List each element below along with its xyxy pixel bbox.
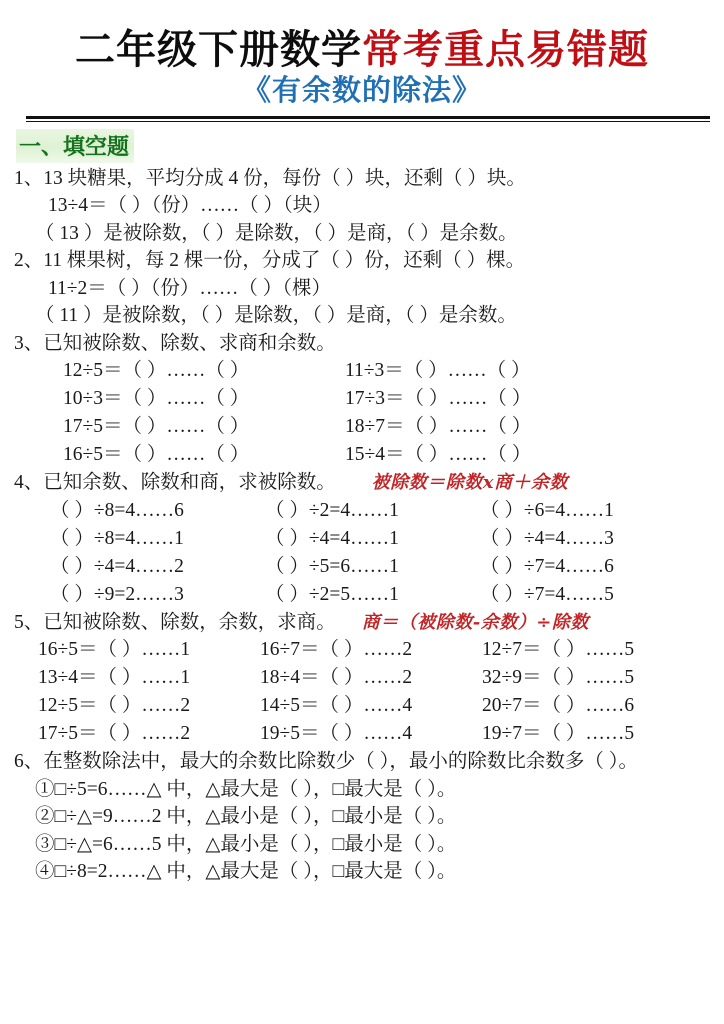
equation-cell: 19÷5＝（ ）……4 (260, 723, 413, 745)
equation-cell: （ ）÷5=6……1 (265, 555, 399, 577)
page-title-black-part: 二年级下册数学 (75, 26, 362, 73)
question-5-row (0, 636, 724, 664)
equation-cell: 12÷5＝（ ）……（ ） (63, 360, 250, 382)
equation-cell: 19÷7＝（ ）……5 (482, 723, 635, 745)
section-heading-wrapper (0, 122, 724, 165)
equation-cell: （ ）÷4=4……1 (265, 527, 399, 549)
question-3 (0, 330, 724, 470)
question-5-prompt: 5、已知被除数、除数，余数，求商。 (14, 611, 336, 633)
question-4-prompt: 4、已知余数、除数和商，求被除数。 (14, 472, 336, 494)
equation-cell: 18÷4＝（ ）……2 (260, 667, 413, 689)
question-1 (0, 165, 724, 248)
question-3-row (0, 441, 724, 469)
question-3-row (0, 385, 724, 413)
question-4 (0, 469, 724, 609)
question-6-item-2: ②□÷△=9……2 中，△最小是（ ），□最小是（ ）。 (35, 806, 457, 828)
question-2-line-3: （ 11 ）是被除数，（ ）是除数，（ ）是商，（ ）是余数。 (35, 305, 517, 327)
question-5-row (0, 664, 724, 692)
equation-cell: 15÷4＝（ ）……（ ） (345, 444, 532, 466)
equation-cell: 20÷7＝（ ）……6 (482, 695, 635, 717)
question-4-row (0, 581, 724, 609)
question-4-prompt-line (0, 469, 724, 497)
question-1-line-2: 13÷4＝（ ）（份）……（ ）（块） (48, 195, 332, 217)
question-5 (0, 609, 724, 749)
question-6 (0, 748, 724, 886)
equation-cell: 18÷7＝（ ）……（ ） (345, 416, 532, 438)
question-4-row (0, 497, 724, 525)
equation-cell: 17÷5＝（ ）……2 (38, 723, 191, 745)
equation-cell: 17÷5＝（ ）……（ ） (63, 416, 250, 438)
equation-cell: 16÷5＝（ ）……1 (38, 639, 191, 661)
equation-cell: （ ）÷2=4……1 (265, 499, 399, 521)
equation-cell: 17÷3＝（ ）……（ ） (345, 388, 532, 410)
question-4-formula-annotation: 被除数＝除数x商＋余数 (371, 472, 568, 494)
equation-cell: 16÷7＝（ ）……2 (260, 639, 413, 661)
equation-cell: （ ）÷7=4……6 (480, 555, 614, 577)
question-6-item-1: ①□÷5=6……△ 中，△最大是（ ），□最大是（ ）。 (35, 778, 457, 800)
section-heading-fill-in-blanks: 一、填空题 (16, 129, 134, 163)
question-2-line-2: 11÷2＝（ ）（份）……（ ）（棵） (48, 277, 331, 299)
equation-cell: （ ）÷8=4……1 (50, 527, 184, 549)
question-5-row (0, 720, 724, 748)
question-1-line-1: 1、13 块糖果，平均分成 4 份，每份（ ）块，还剩（ ）块。 (14, 167, 526, 189)
equation-cell: 14÷5＝（ ）……4 (260, 695, 413, 717)
question-4-row (0, 525, 724, 553)
page-subtitle: 《有余数的除法》 (241, 72, 482, 107)
question-1-line-3: （ 13 ）是被除数，（ ）是除数，（ ）是商，（ ）是余数。 (35, 222, 518, 244)
page-title (0, 0, 724, 73)
equation-cell: （ ）÷7=4……5 (480, 583, 614, 605)
question-5-formula-annotation: 商＝（被除数-余数）÷除数 (361, 611, 589, 633)
question-4-row (0, 553, 724, 581)
equation-cell: 13÷4＝（ ）……1 (38, 667, 191, 689)
equation-cell: 16÷5＝（ ）……（ ） (63, 444, 250, 466)
question-6-item-4: ④□÷8=2……△ 中，△最大是（ ），□最大是（ ）。 (35, 861, 457, 883)
question-3-prompt: 3、已知被除数、除数、求商和余数。 (14, 332, 336, 354)
equation-cell: （ ）÷2=5……1 (265, 583, 399, 605)
page-title-red-part: 常考重点易错题 (362, 26, 649, 73)
equation-cell: （ ）÷4=4……3 (480, 527, 614, 549)
equation-cell: （ ）÷8=4……6 (50, 499, 184, 521)
equation-cell: （ ）÷9=2……3 (50, 583, 184, 605)
question-5-row (0, 692, 724, 720)
equation-cell: 12÷5＝（ ）……2 (38, 695, 191, 717)
question-3-row (0, 357, 724, 385)
equation-cell: （ ）÷4=4……2 (50, 555, 184, 577)
question-3-row (0, 413, 724, 441)
question-6-item-3: ③□÷△=6……5 中，△最小是（ ），□最小是（ ）。 (35, 833, 457, 855)
question-2 (0, 247, 724, 330)
question-6-prompt: 6、在整数除法中，最大的余数比除数少（ ），最小的除数比余数多（ ）。 (14, 751, 639, 773)
equation-cell: （ ）÷6=4……1 (480, 499, 614, 521)
question-5-prompt-line (0, 609, 724, 637)
equation-cell: 12÷7＝（ ）……5 (482, 639, 635, 661)
equation-cell: 11÷3＝（ ）……（ ） (345, 360, 531, 382)
question-2-line-1: 2、11 棵果树，每 2 棵一份，分成了（ ）份，还剩（ ）棵。 (14, 250, 526, 272)
equation-cell: 32÷9＝（ ）……5 (482, 667, 635, 689)
equation-cell: 10÷3＝（ ）……（ ） (63, 388, 250, 410)
